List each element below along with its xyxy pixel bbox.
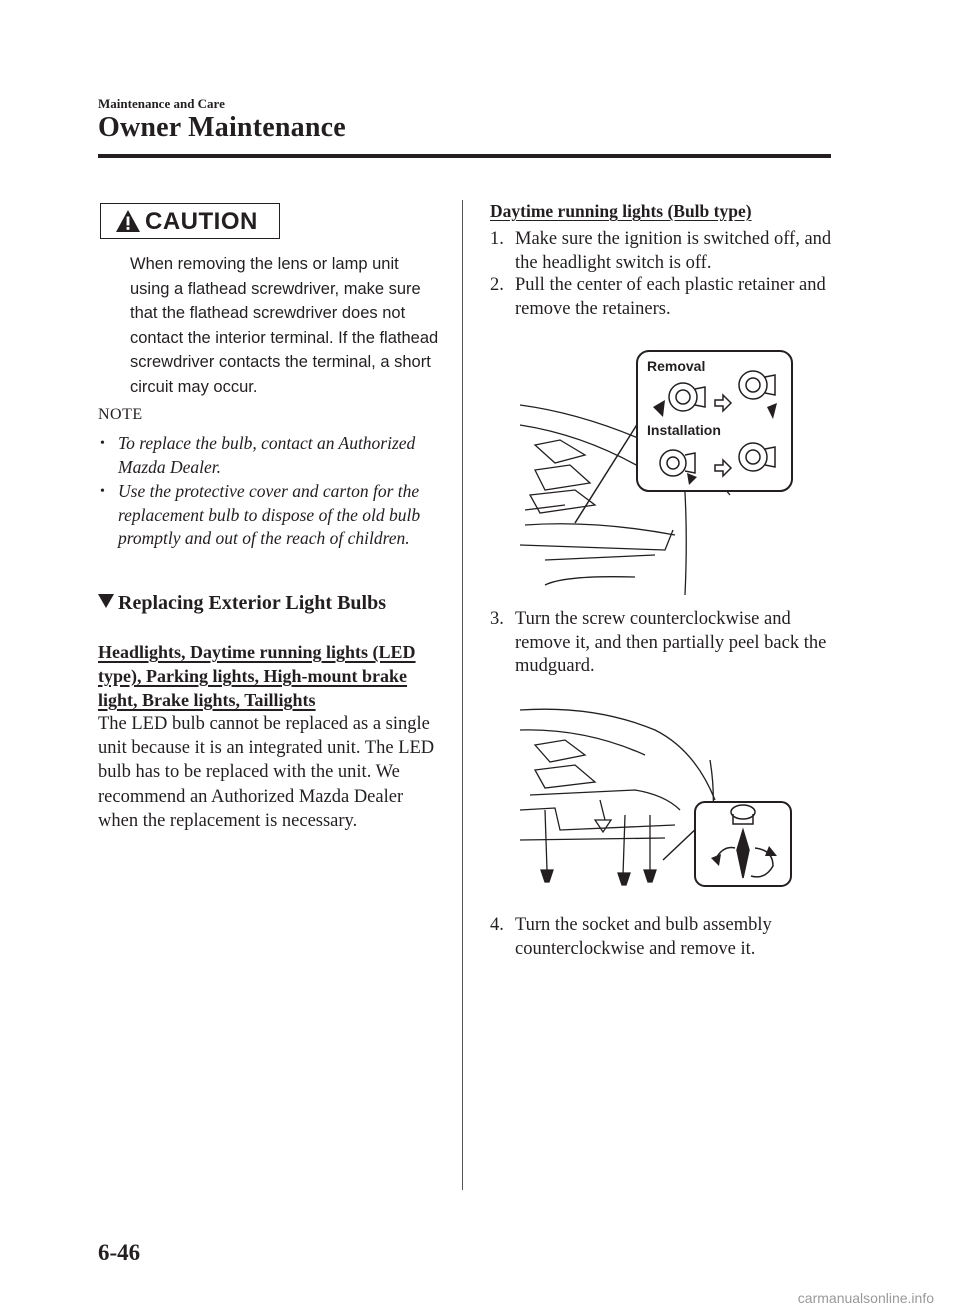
header-rule — [98, 154, 831, 158]
note-list — [100, 432, 440, 552]
step-number: 2. — [490, 275, 504, 295]
section-heading-text: Replacing Exterior Light Bulbs — [118, 592, 386, 614]
step-1 — [490, 228, 835, 275]
note-item-text: To replace the bulb, contact an Authorized Mazda Dealer. — [118, 433, 416, 477]
page-number: 6-46 — [98, 1240, 141, 1265]
step-number: 4. — [490, 915, 504, 935]
warning-triangle-icon — [115, 209, 141, 233]
section-label: Maintenance and Care — [98, 96, 225, 111]
mudguard-screw-figure — [515, 690, 797, 890]
step-4 — [490, 914, 835, 961]
column-divider — [462, 200, 463, 1190]
step-number: 3. — [490, 609, 504, 629]
watermark: carmanualsonline.info — [797, 1290, 934, 1306]
right-heading: Daytime running lights (Bulb type) — [490, 201, 752, 221]
installation-label: Installation — [647, 422, 721, 438]
section-marker-icon — [98, 594, 114, 608]
step-text: Pull the center of each plastic retainer and remove the retainers. — [515, 275, 826, 319]
retainer-figure — [515, 345, 797, 600]
bullet-icon: • — [100, 484, 105, 499]
subheading-text: Headlights, Daytime running lights (LED type), Parking lights, High-mount brake light, Brake lights, Taillights — [98, 642, 416, 710]
note-item-text: Use the protective cover and carton for the replacement bulb to dispose of the old bulb promptly and out of the reach of children. — [118, 481, 421, 548]
step-text: Turn the socket and bulb assembly counterclockwise and remove it. — [515, 915, 772, 959]
body-paragraph: The LED bulb cannot be replaced as a single unit because it is an integrated unit. The LED bulb has to be replaced with the unit. We recommend an Authorized Mazda Dealer when the replacement is necessary. — [98, 714, 435, 831]
note-item — [100, 480, 440, 551]
page-title: Owner Maintenance — [98, 112, 346, 143]
step-2 — [490, 274, 835, 321]
note-item — [100, 432, 440, 479]
section-heading — [98, 592, 386, 615]
bullet-icon: • — [100, 436, 105, 451]
note-title: NOTE — [98, 406, 143, 423]
subheading — [98, 640, 440, 712]
removal-label: Removal — [647, 358, 706, 374]
step-text: Make sure the ignition is switched off, and the headlight switch is off. — [515, 229, 832, 273]
caution-label: CAUTION — [145, 208, 258, 235]
step-3 — [490, 608, 835, 679]
caution-box — [100, 203, 280, 239]
caution-text: When removing the lens or lamp unit using a flathead screwdriver, make sure that the flathead screwdriver does not contact the interior terminal. If the flathead screwdriver contacts the terminal, a short circuit may occur. — [130, 255, 439, 396]
step-number: 1. — [490, 229, 504, 249]
step-text: Turn the screw counterclockwise and remove it, and then partially peel back the mudguard. — [515, 609, 827, 676]
